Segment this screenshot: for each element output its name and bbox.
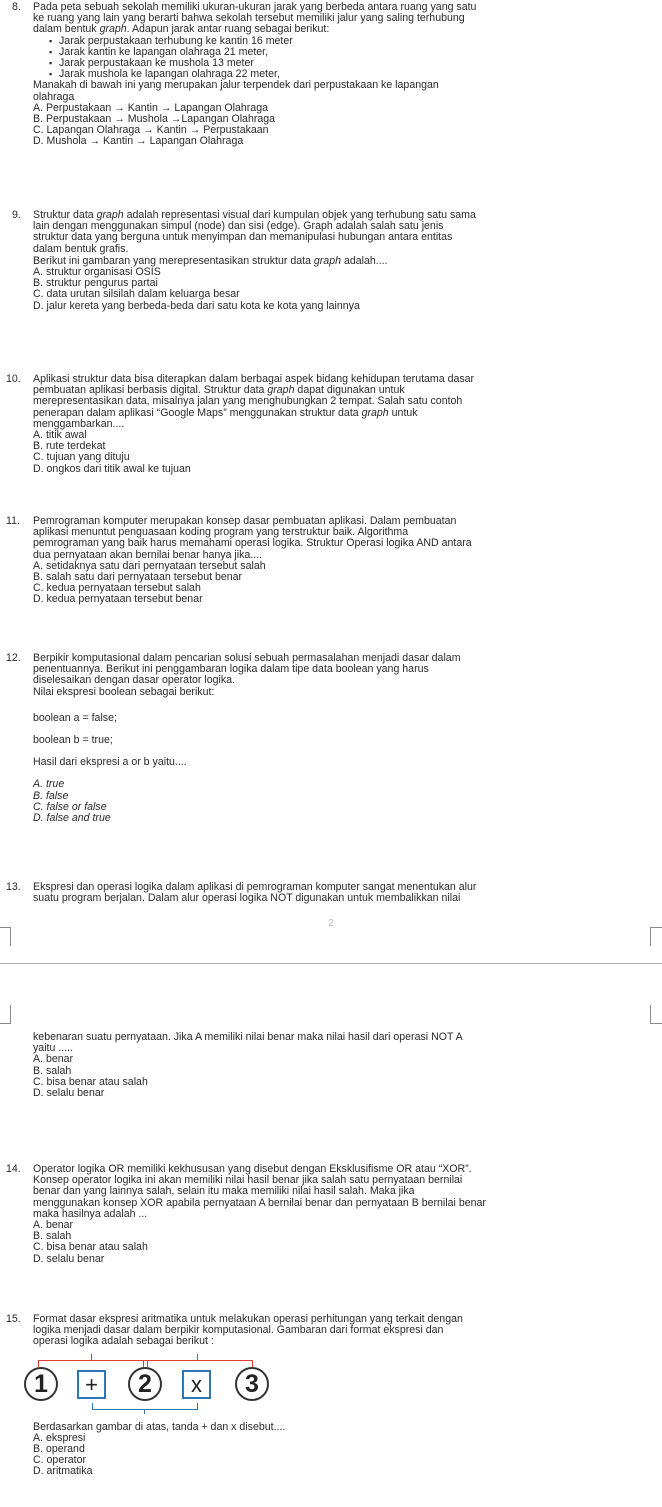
option-b[interactable]: B. operand [33, 1443, 85, 1456]
question-number: 8. [12, 1, 21, 13]
question-13 [6, 881, 640, 905]
question-stem: Operator logika OR memiliki kekhususan yang disebut dengan Eksklusifisme OR atau “XOR”. Konsep operator logika ini akan memiliki nilai hasil benar jika salah satu pernyataan bernilai benar dan yang lainnya salah, selain itu maka memiliki nilai hasil salah. Maka jika menggunakan konsep XOR apabila pernyataan A bernilai benar dan pernyataan B bernilai benar maka hasilnya adalah ... [33, 1163, 486, 1220]
question-stem: Berpikir komputasional dalam pencarian solusi sebuah permasalahan menjadi dasar dalam penentuannya. Berikut ini penggambaran logika dalam tipe data boolean yang harus diselesaikan dengan dasar operator logika. Nilai ekspresi boolean sebagai berikut: [33, 652, 461, 698]
expression-diagram [20, 1354, 640, 1416]
question-15 [6, 1313, 640, 1478]
option-b[interactable]: B. rute terdekat [33, 440, 106, 453]
question-13-continued [20, 1032, 640, 1099]
bullet-item: ▪ Jarak mushola ke lapangan olahraga 22 meter, [33, 69, 640, 80]
question-number: 13. [6, 881, 21, 893]
option-b[interactable]: B. false [33, 789, 69, 802]
bracket-top-stem [91, 1354, 92, 1360]
bracket-top [143, 1360, 253, 1367]
question-stem: Format dasar ekspresi aritmatika untuk melakukan operasi perhitungan yang terkait dengan logika menjadi dasar dalam berpikir komputasional. Gambaran dari format ekspresi dan operasi logika adalah sebagai berikut : [33, 1313, 463, 1348]
page-bottom [0, 1010, 662, 1507]
option-d[interactable]: D. jalur kereta yang berbeda-beda dari satu kota ke kota yang lainnya [33, 299, 360, 312]
question-stem: Aplikasi struktur data bisa diterapkan dalam berbagai aspek bidang kehidupan terutama dasar pembuatan aplikasi berbasis digital. Struktur data graph dapat digunakan untuk merepresentasikan data, misalnya jalan yang menghubungkan 2 tempat. Salah satu contoh penerapan dalam aplikasi “Google Maps” menggunakan struktur data graph untuk menggambarkan.... [33, 373, 475, 430]
option-b[interactable]: B. salah [33, 1064, 72, 1077]
code-line: boolean b = true; [33, 734, 113, 747]
option-d[interactable]: D. selalu benar [33, 1087, 105, 1100]
question-number: 15. [6, 1313, 21, 1325]
option-b[interactable]: B. salah satu dari pernyataan tersebut benar [33, 571, 243, 584]
option-d[interactable]: D. false and true [33, 812, 111, 825]
option-b[interactable]: B. Perpustakaan → Mushola →Lapangan Olahraga [33, 113, 276, 126]
bracket-top-stem [197, 1354, 198, 1360]
option-d[interactable]: D. selalu benar [33, 1252, 105, 1265]
question-8 [12, 1, 640, 148]
option-c[interactable]: C. kedua pernyataan tersebut salah [33, 582, 201, 595]
option-c[interactable]: C. tujuan yang dituju [33, 451, 130, 464]
bullet-item: ▪ Jarak kantin ke lapangan olahraga 21 meter, [33, 47, 640, 58]
operand-1: 1 [24, 1367, 58, 1401]
option-a[interactable]: A. benar [33, 1219, 74, 1232]
option-d[interactable]: D. aritmatika [33, 1465, 93, 1478]
option-a[interactable]: A. titik awal [33, 429, 87, 442]
option-c[interactable]: C. false or false [33, 800, 107, 813]
page-number: 2 [328, 918, 334, 929]
bracket-bottom [92, 1403, 198, 1410]
option-d[interactable]: D. ongkos dari titik awal ke tujuan [33, 462, 191, 475]
operator-plus: + [77, 1370, 106, 1399]
option-d[interactable]: D. Mushola → Kantin → Lapangan Olahraga [33, 135, 244, 148]
page-divider [0, 963, 662, 964]
question-11 [6, 515, 640, 606]
question-12 [6, 652, 640, 825]
bracket-bottom-stem [144, 1409, 145, 1414]
bracket-top [38, 1360, 148, 1367]
question-number: 14. [6, 1163, 21, 1175]
question-prompt: Manakah di bawah ini yang merupakan jalur terpendek dari perpustakaan ke lapangan olahraga [33, 79, 439, 103]
question-stem: Ekspresi dan operasi logika dalam aplikasi di pemrograman komputer sangat menentukan alur suatu program berjalan. Dalam alur operasi logika NOT digunakan untuk membalikkan nilai [33, 881, 477, 905]
stem-line-graph: dalam bentuk graph. Adapun jarak antar ruang sebagai berikut: [33, 23, 330, 36]
option-a[interactable]: A. Perpustakaan → Kantin → Lapangan Olahraga [33, 101, 268, 114]
question-stem: Pemrograman komputer merupakan konsep dasar pembuatan aplikasi. Dalam pembuatan aplikasi menuntut penguasaan koding program yang terstruktur baik. Algorithma pemrograman yang baik harus memahami operasi logika. Struktur Operasi logika AND antara dua pernyataan akan bernilai benar hanya jika.... [33, 515, 472, 561]
question-stem: kebenaran suatu pernyataan. Jika A memiliki nilai benar maka nilai hasil dari operasi NOT A yaitu ..... [33, 1031, 463, 1055]
operand-3: 3 [235, 1367, 269, 1401]
option-a[interactable]: A. ekspresi [33, 1431, 86, 1444]
code-line: boolean a = false; [33, 711, 117, 724]
crop-mark [0, 927, 11, 946]
bullet-item: ▪ Jarak perpustakaan terhubung ke kantin 16 meter [33, 36, 640, 47]
crop-mark [650, 927, 662, 946]
question-prompt: Hasil dari ekspresi a or b yaitu.... [33, 756, 187, 769]
option-a[interactable]: A. struktur organisasi OSIS [33, 266, 161, 279]
question-number: 12. [6, 652, 21, 664]
bullet-item: ▪ Jarak perpustakaan ke mushola 13 meter [33, 58, 640, 69]
option-c[interactable]: C. operator [33, 1454, 86, 1467]
option-b[interactable]: B. salah [33, 1230, 72, 1243]
question-number: 11. [6, 515, 20, 527]
option-b[interactable]: B. struktur pengurus partai [33, 277, 158, 290]
question-10 [6, 373, 640, 475]
operator-times: x [182, 1370, 211, 1399]
question-9 [12, 209, 640, 312]
question-number: 10. [6, 373, 21, 385]
option-d[interactable]: D. kedua pernyataan tersebut benar [33, 593, 203, 606]
option-a[interactable]: A. benar [33, 1053, 74, 1066]
option-a[interactable]: A. setidaknya satu dari pernyataan tersebut salah [33, 559, 266, 572]
option-c[interactable]: C. data urutan silsilah dalam keluarga besar [33, 288, 240, 301]
question-prompt: Berdasarkan gambar di atas, tanda + dan x disebut.... [33, 1420, 286, 1433]
question-stem: Struktur data graph adalah representasi visual dari kumpulan objek yang terhubung satu sama lain dengan menggunakan simpul (node) dan sisi (edge). Graph adalah salah satu jenis struktur data yang berguna untuk menyimpan dan memanipulasi hubungan antara entitas dalam bentuk grafis. Berikut ini gambaran yang merepresentasikan struktur data graph adalah.... [33, 209, 476, 267]
option-c[interactable]: C. Lapangan Olahraga → Kantin → Perpustakaan [33, 124, 269, 137]
question-14 [6, 1163, 640, 1265]
question-number: 9. [12, 209, 21, 221]
option-c[interactable]: C. bisa benar atau salah [33, 1241, 148, 1254]
operand-2: 2 [128, 1367, 162, 1401]
option-c[interactable]: C. bisa benar atau salah [33, 1075, 148, 1088]
question-stem: Pada peta sebuah sekolah memiliki ukuran-ukuran jarak yang berbeda antara ruang yang satu ke ruang yang lain yang berarti bahwa sekolah tersebut memiliki jalur yang saling terhubung dalam bentuk graph. Adapun jarak antar ruang sebagai berikut: [33, 2, 640, 36]
option-a[interactable]: A. true [33, 778, 65, 791]
